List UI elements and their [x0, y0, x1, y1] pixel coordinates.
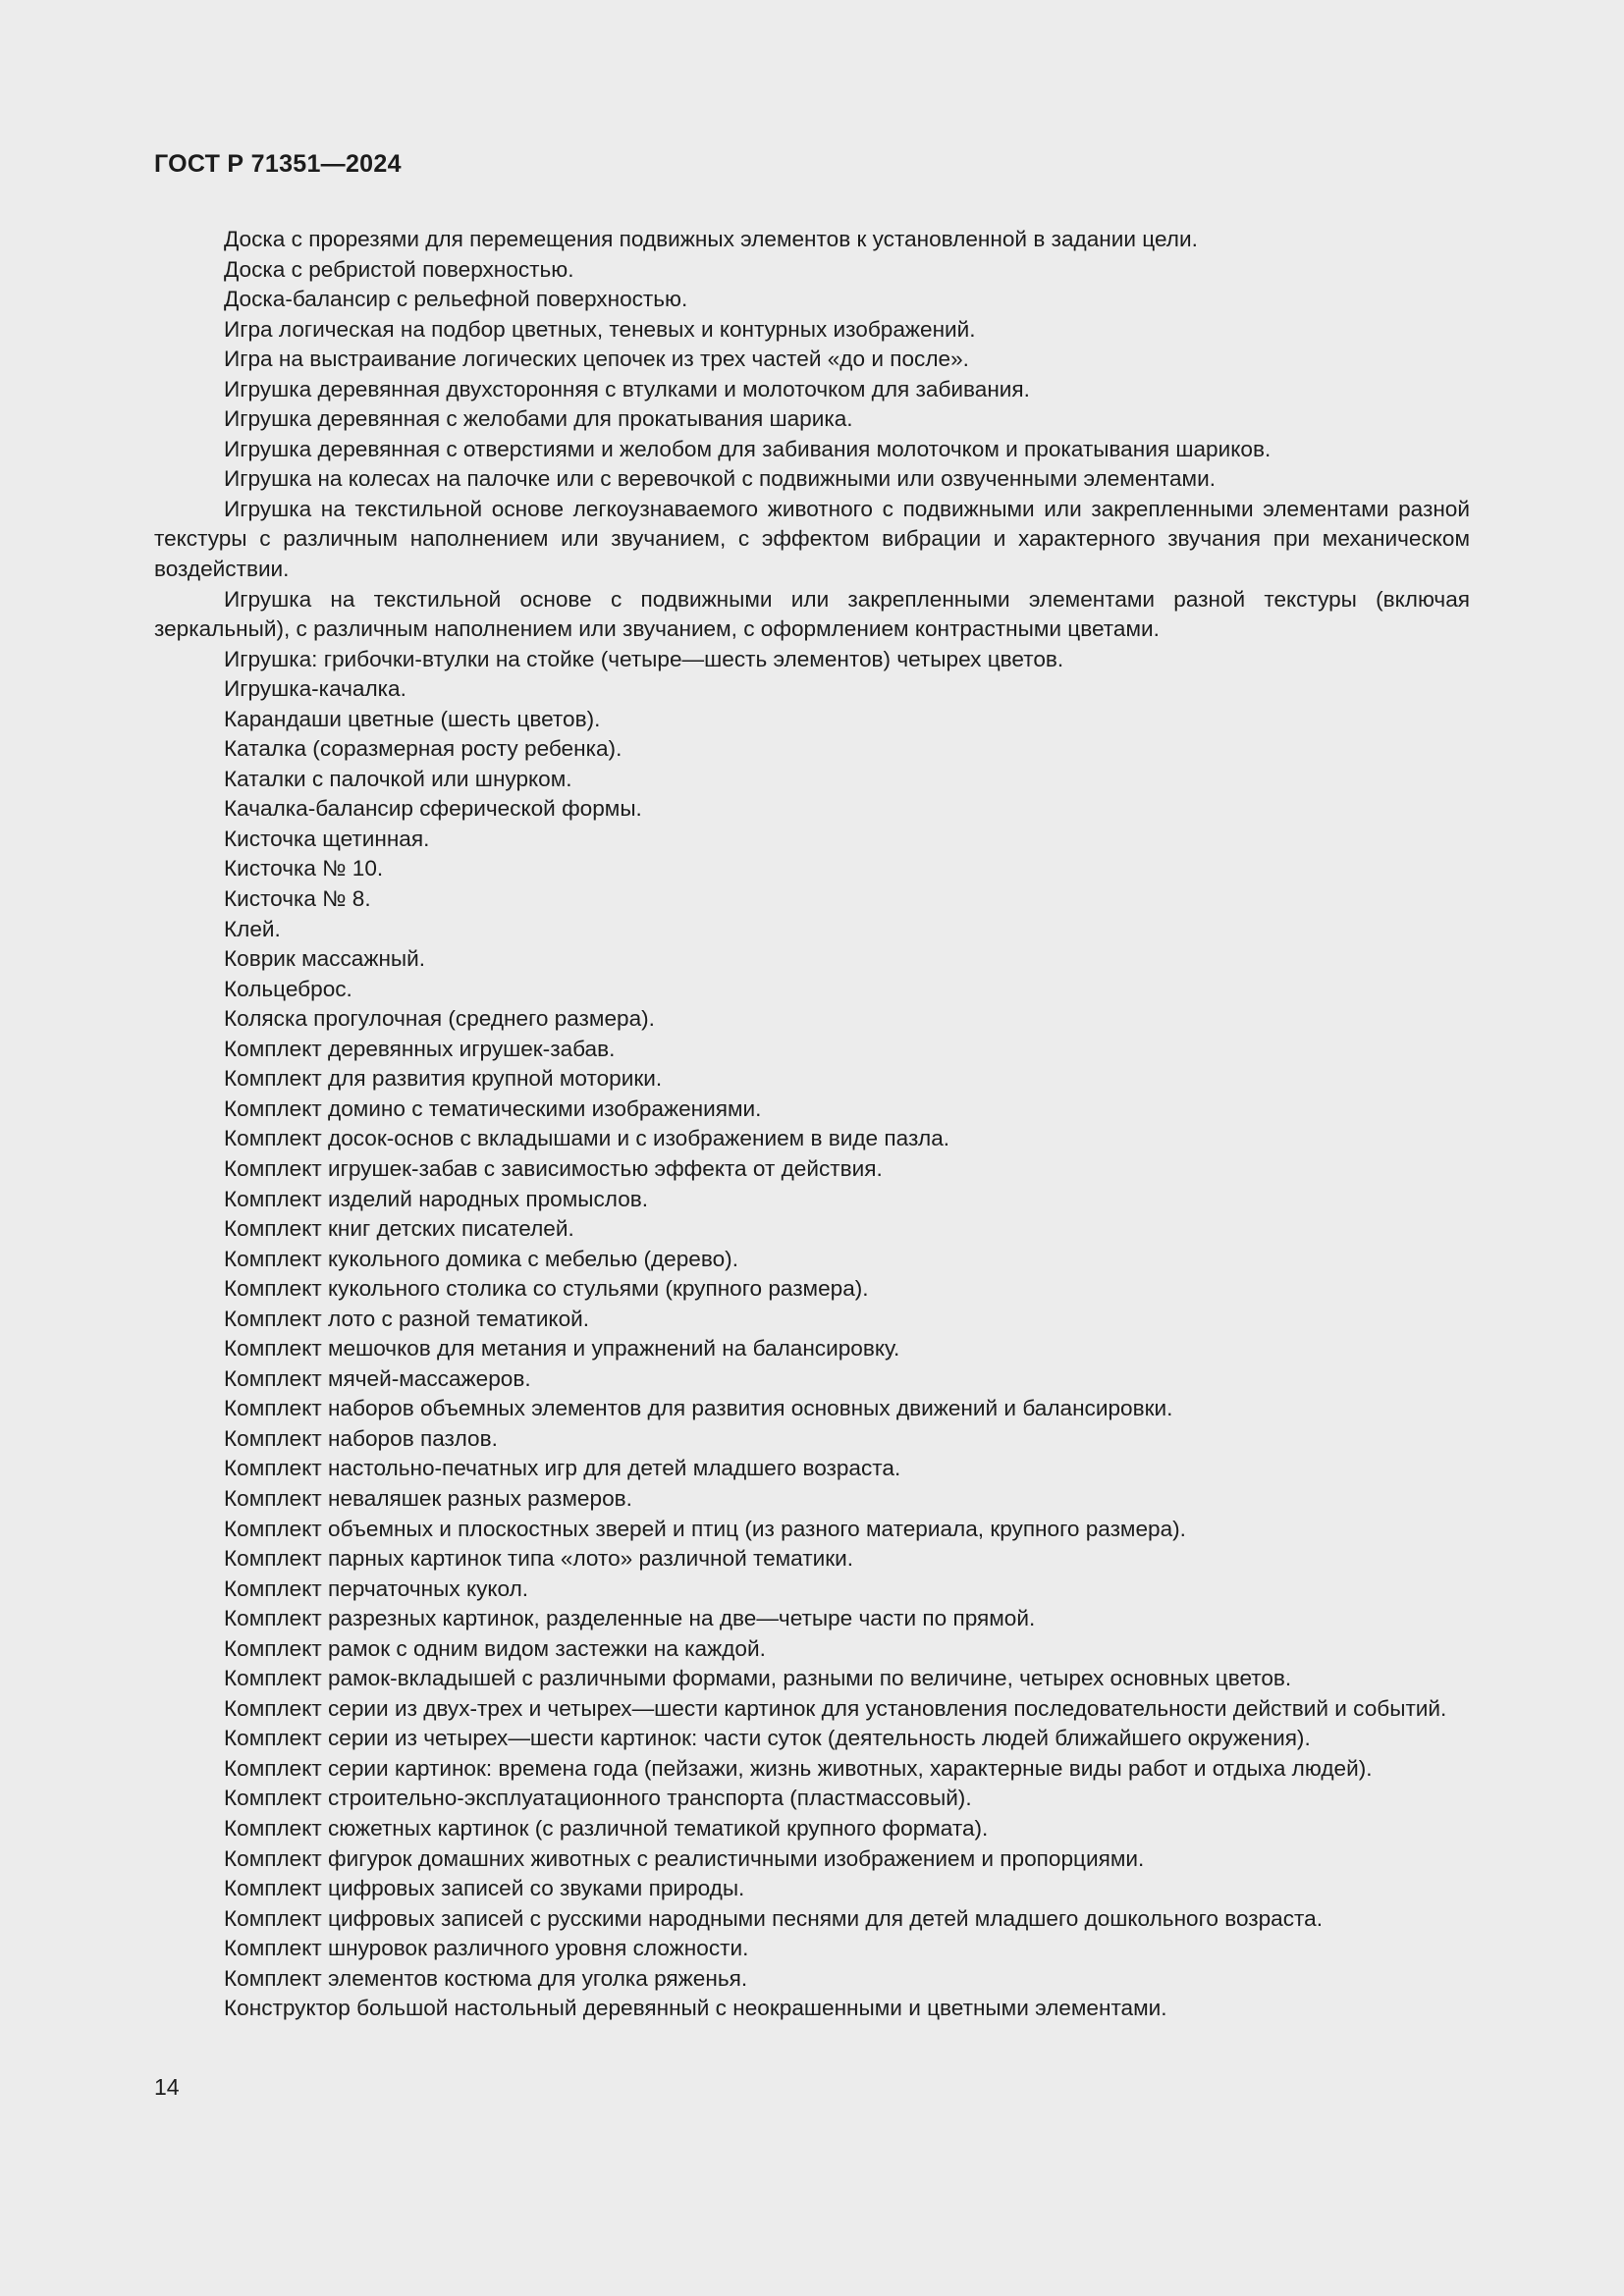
list-item: Игра на выстраивание логических цепочек из трех частей «до и после».: [224, 347, 969, 372]
list-item: Комплект парных картинок типа «лото» различной тематики.: [224, 1546, 853, 1572]
list-item: Комплект наборов пазлов.: [224, 1425, 498, 1451]
list-item: Комплект фигурок домашних животных с реалистичными изображением и пропорциями.: [224, 1845, 1145, 1871]
list-item: Клей.: [224, 916, 281, 941]
list-item: Кисточка щетинная.: [224, 826, 430, 851]
list-item: Комплект разрезных картинок, разделенные на две—четыре части по прямой.: [224, 1606, 1036, 1631]
list-item: Конструктор большой настольный деревянный с неокрашенными и цветными элементами.: [224, 1996, 1167, 2021]
list-item: Доска с прорезями для перемещения подвижных элементов к установленной в задании цели.: [224, 227, 1198, 251]
list-item: Каталка (соразмерная росту ребенка).: [224, 736, 623, 762]
list-item: Комплект шнуровок различного уровня сложности.: [224, 1936, 749, 1961]
list-item: Комплект наборов объемных элементов для развития основных движений и балансировки.: [224, 1396, 1173, 1421]
list-item: Комплект серии из четырех—шести картинок: части суток (деятельность людей ближайшего окружения).: [224, 1726, 1311, 1751]
list-item: Игрушка деревянная двухсторонняя с втулками и молоточком для забивания.: [224, 376, 1030, 401]
list-item: Комплект перчаточных кукол.: [224, 1575, 529, 1601]
list-item: Игрушка деревянная с отверстиями и желобом для забивания молоточком и прокатывания шариков.: [224, 436, 1272, 461]
list-item: Комплект объемных и плоскостных зверей и птиц (из разного материала, крупного размера).: [224, 1516, 1186, 1541]
list-item: Кисточка № 10.: [224, 856, 384, 881]
list-item: Комплект рамок с одним видом застежки на каждой.: [224, 1635, 766, 1661]
list-item: Комплект серии из двух-трех и четырех—шести картинок для установления последовательности действий и событий.: [224, 1695, 1447, 1721]
list-item: Игрушка на текстильной основе легкоузнаваемого животного с подвижными или закрепленными элементами разной текстуры с различным наполнением или звучанием, с эффектом вибрации и характерного звучания при механическом воздействии.: [154, 496, 1470, 582]
list-item: Комплект кукольного домика с мебелью (дерево).: [224, 1246, 738, 1271]
list-item: Игрушка на колесах на палочке или с веревочкой с подвижными или озвученными элементами.: [224, 466, 1216, 492]
list-item: Комплект для развития крупной моторики.: [224, 1066, 663, 1092]
list-item: Каталки с палочкой или шнурком.: [224, 766, 572, 791]
list-item: Комплект рамок-вкладышей с различными формами, разными по величине, четырех основных цветов.: [224, 1666, 1292, 1691]
list-item: Комплект игрушек-забав с зависимостью эффекта от действия.: [224, 1155, 883, 1181]
list-item: Комплект элементов костюма для уголка ряженья.: [224, 1965, 748, 1991]
list-item: Комплект цифровых записей со звуками природы.: [224, 1876, 745, 1901]
list-item: Коврик массажный.: [224, 946, 426, 972]
list-item: Кольцеброс.: [224, 976, 352, 1001]
list-item: Комплект книг детских писателей.: [224, 1216, 574, 1242]
list-item: Доска с ребристой поверхностью.: [224, 256, 574, 282]
list-item: Комплект изделий народных промыслов.: [224, 1186, 649, 1211]
page-number: 14: [154, 2074, 180, 2100]
list-item: Игрушка на текстильной основе с подвижными или закрепленными элементами разной текстуры (включая зеркальный), с различным наполнением или звучанием, с оформлением контрастными цветами.: [154, 586, 1470, 642]
list-item: Игра логическая на подбор цветных, теневых и контурных изображений.: [224, 316, 976, 342]
list-item: Игрушка: грибочки-втулки на стойке (четыре—шесть элементов) четырех цветов.: [224, 646, 1064, 671]
list-item: Комплект настольно-печатных игр для детей младшего возраста.: [224, 1456, 901, 1481]
list-item: Комплект лото с разной тематикой.: [224, 1306, 590, 1331]
list-item: Комплект мешочков для метания и упражнений на балансировку.: [224, 1336, 900, 1362]
list-item: Карандаши цветные (шесть цветов).: [224, 706, 601, 731]
list-item: Комплект цифровых записей с русскими народными песнями для детей младшего дошкольного возраста.: [224, 1905, 1323, 1931]
list-item: Комплект строительно-эксплуатационного транспорта (пластмассовый).: [224, 1786, 972, 1811]
equipment-list: [154, 225, 1470, 2024]
list-item: Кисточка № 8.: [224, 886, 371, 912]
list-item: Комплект сюжетных картинок (с различной тематикой крупного формата).: [224, 1815, 989, 1841]
list-item: Комплект домино с тематическими изображениями.: [224, 1095, 762, 1121]
list-item: Комплект серии картинок: времена года (пейзажи, жизнь животных, характерные виды работ и отдыха людей).: [224, 1755, 1373, 1781]
list-item: Коляска прогулочная (среднего размера).: [224, 1006, 655, 1032]
list-item: Игрушка деревянная с желобами для прокатывания шарика.: [224, 406, 853, 432]
list-item: Доска-балансир с рельефной поверхностью.: [224, 287, 688, 312]
list-item: Комплект неваляшек разных размеров.: [224, 1485, 632, 1511]
list-item: Комплект досок-основ с вкладышами и с изображением в виде пазла.: [224, 1126, 950, 1151]
list-item: Комплект деревянных игрушек-забав.: [224, 1036, 616, 1061]
list-item: Качалка-балансир сферической формы.: [224, 796, 642, 822]
list-item: Комплект мячей-массажеров.: [224, 1365, 531, 1391]
list-item: Комплект кукольного столика со стульями (крупного размера).: [224, 1276, 869, 1302]
list-item: Игрушка-качалка.: [224, 676, 406, 702]
standard-designation: ГОСТ Р 71351—2024: [154, 150, 402, 178]
